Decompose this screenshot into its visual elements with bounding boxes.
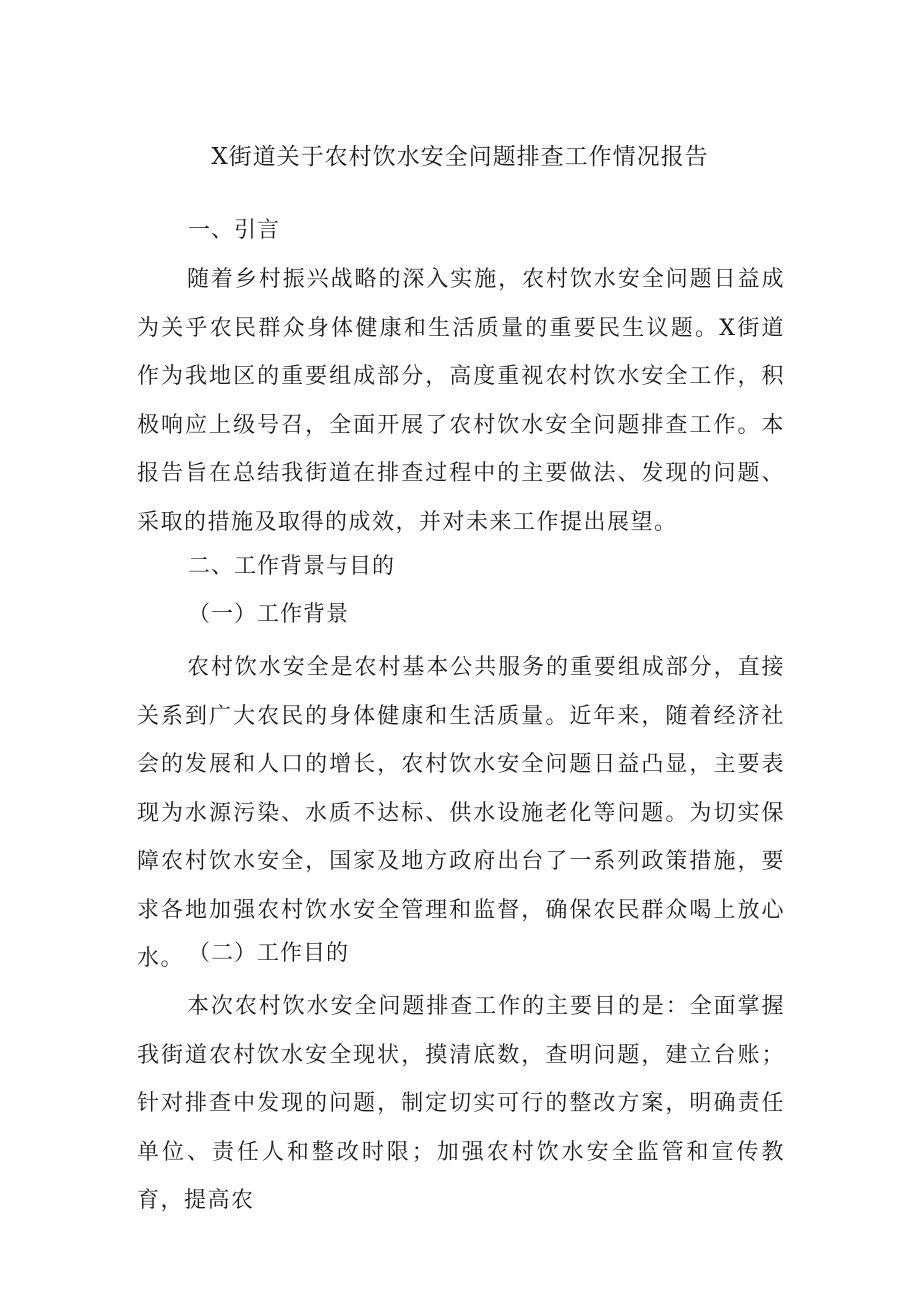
intro-paragraph: 随着乡村振兴战略的深入实施，农村饮水安全问题日益成为关乎农民群众身体健康和生活质量的重要民生议题。X街道作为我地区的重要组成部分，高度重视农村饮水安全工作，积极响应上级号召，全面开展了农村饮水安全问题排查工作。本报告旨在总结我街道在排查过程中的主要做法、发现的问题、采取的措施及取得的成效，并对未来工作提出展望。 — [137, 267, 785, 535]
subsection-heading-background: （一）工作背景 — [188, 602, 350, 627]
section-heading-background-purpose: 二、工作背景与目的 — [188, 554, 396, 579]
subsection-heading-purpose: （二）工作目的 — [188, 941, 350, 966]
purpose-paragraph: 本次农村饮水安全问题排查工作的主要目的是：全面掌握我街道农村饮水安全现状，摸清底数，查明问题，建立台账；针对排查中发现的问题，制定切实可行的整改方案，明确责任单位、责任人和整改时限；加强农村饮水安全监管和宣传教育，提高农 — [137, 994, 785, 1213]
section-heading-intro: 一、引言 — [188, 218, 281, 243]
background-paragraph: 农村饮水安全是农村基本公共服务的重要组成部分，直接关系到广大农民的身体健康和生活质量。近年来，随着经济社会的发展和人口的增长，农村饮水安全问题日益凸显，主要表现为水源污染、水质不达标、供水设施老化等问题。为切实保障农村饮水安全，国家及地方政府出台了一系列政策措施，要求各地加强农村饮水安全管理和监督，确保农民群众喝上放心水。 — [137, 655, 785, 971]
document-title: X街道关于农村饮水安全问题排查工作情况报告 — [211, 144, 709, 170]
